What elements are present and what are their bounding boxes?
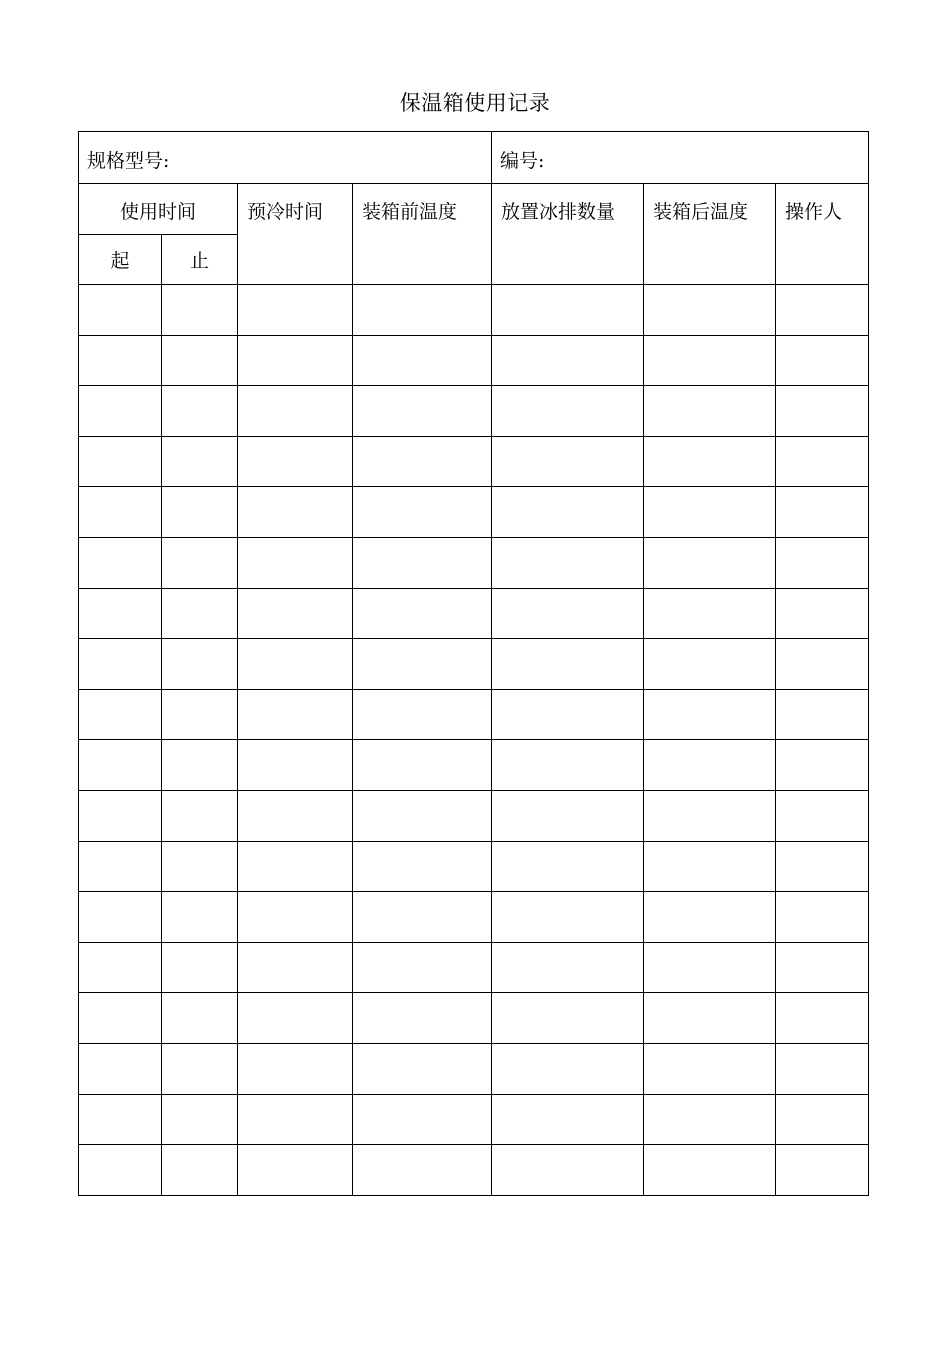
temp-after-cell[interactable] <box>644 386 776 437</box>
ice-count-cell[interactable] <box>492 386 644 437</box>
temp-before-cell[interactable] <box>353 588 492 639</box>
table-row <box>79 436 869 487</box>
temp-after-cell[interactable] <box>644 790 776 841</box>
precool-time-cell[interactable] <box>238 335 353 386</box>
temp-before-cell[interactable] <box>353 537 492 588</box>
temp-before-cell[interactable] <box>353 790 492 841</box>
operator-cell[interactable] <box>776 1043 869 1094</box>
temp-before-cell[interactable] <box>353 1094 492 1145</box>
operator-cell[interactable] <box>776 942 869 993</box>
end-cell[interactable] <box>162 892 238 943</box>
operator-header <box>776 184 869 285</box>
ice-count-cell[interactable] <box>492 689 644 740</box>
table-row <box>79 841 869 892</box>
ice-count-cell[interactable] <box>492 892 644 943</box>
end-cell[interactable] <box>162 1145 238 1196</box>
precool-time-cell[interactable] <box>238 386 353 437</box>
start-cell[interactable] <box>79 740 162 791</box>
start-cell[interactable] <box>79 588 162 639</box>
ice-count-header <box>492 184 644 285</box>
temp-before-cell[interactable] <box>353 335 492 386</box>
header-row <box>79 184 869 235</box>
precool-time-cell[interactable] <box>238 942 353 993</box>
start-cell[interactable] <box>79 285 162 336</box>
precool-time-cell[interactable] <box>238 639 353 690</box>
operator-cell[interactable] <box>776 790 869 841</box>
end-cell[interactable] <box>162 790 238 841</box>
start-cell[interactable] <box>79 993 162 1044</box>
precool-time-cell[interactable] <box>238 436 353 487</box>
ice-count-cell[interactable] <box>492 335 644 386</box>
operator-cell[interactable] <box>776 892 869 943</box>
operator-cell[interactable] <box>776 993 869 1044</box>
temp-before-cell[interactable] <box>353 841 492 892</box>
end-cell[interactable] <box>162 639 238 690</box>
temp-after-cell[interactable] <box>644 487 776 538</box>
temp-after-cell[interactable] <box>644 942 776 993</box>
temp-after-cell[interactable] <box>644 639 776 690</box>
usage-time-label: 使用时间 <box>119 201 196 223</box>
temp-after-cell[interactable] <box>644 993 776 1044</box>
precool-time-cell[interactable] <box>238 1094 353 1145</box>
end-cell[interactable] <box>162 285 238 336</box>
start-cell[interactable] <box>79 1043 162 1094</box>
end-cell[interactable] <box>162 335 238 386</box>
temp-before-label: 装箱前温度 <box>362 201 458 223</box>
start-cell[interactable] <box>79 1094 162 1145</box>
precool-time-cell[interactable] <box>238 892 353 943</box>
operator-cell[interactable] <box>776 588 869 639</box>
spec-row <box>79 132 869 184</box>
temp-after-cell[interactable] <box>644 892 776 943</box>
temp-after-cell[interactable] <box>644 740 776 791</box>
ice-count-cell[interactable] <box>492 1094 644 1145</box>
usage-record-table <box>78 131 869 1196</box>
start-cell[interactable] <box>79 639 162 690</box>
operator-cell[interactable] <box>776 487 869 538</box>
temp-before-cell[interactable] <box>353 386 492 437</box>
temp-after-label: 装箱后温度 <box>653 201 749 223</box>
temp-before-cell[interactable] <box>353 942 492 993</box>
table-row <box>79 588 869 639</box>
start-cell[interactable] <box>79 537 162 588</box>
table-row <box>79 689 869 740</box>
ice-count-cell[interactable] <box>492 285 644 336</box>
precool-time-cell[interactable] <box>238 1043 353 1094</box>
end-header <box>162 235 238 285</box>
ice-count-cell[interactable] <box>492 993 644 1044</box>
ice-count-cell[interactable] <box>492 487 644 538</box>
precool-time-label: 预冷时间 <box>247 201 324 223</box>
precool-time-cell[interactable] <box>238 588 353 639</box>
temp-after-cell[interactable] <box>644 537 776 588</box>
operator-cell[interactable] <box>776 537 869 588</box>
temp-before-cell[interactable] <box>353 436 492 487</box>
temp-before-cell[interactable] <box>353 487 492 538</box>
table-row <box>79 386 869 437</box>
table-row <box>79 740 869 791</box>
table-row <box>79 1043 869 1094</box>
temp-before-cell[interactable] <box>353 1043 492 1094</box>
table-row <box>79 537 869 588</box>
table-row <box>79 790 869 841</box>
ice-count-cell[interactable] <box>492 588 644 639</box>
ice-count-cell[interactable] <box>492 1145 644 1196</box>
precool-time-cell[interactable] <box>238 790 353 841</box>
ice-count-label: 放置冰排数量 <box>501 201 616 223</box>
precool-time-cell[interactable] <box>238 841 353 892</box>
end-cell[interactable] <box>162 942 238 993</box>
temp-before-cell[interactable] <box>353 993 492 1044</box>
temp-before-cell[interactable] <box>353 892 492 943</box>
temp-before-cell[interactable] <box>353 689 492 740</box>
temp-after-cell[interactable] <box>644 588 776 639</box>
end-cell[interactable] <box>162 588 238 639</box>
operator-cell[interactable] <box>776 1145 869 1196</box>
ice-count-cell[interactable] <box>492 841 644 892</box>
temp-after-cell[interactable] <box>644 841 776 892</box>
start-label: 起 <box>110 250 130 272</box>
table-row <box>79 639 869 690</box>
operator-cell[interactable] <box>776 285 869 336</box>
precool-time-cell[interactable] <box>238 487 353 538</box>
start-cell[interactable] <box>79 335 162 386</box>
operator-cell[interactable] <box>776 1094 869 1145</box>
ice-count-cell[interactable] <box>492 1043 644 1094</box>
start-cell[interactable] <box>79 487 162 538</box>
end-cell[interactable] <box>162 1043 238 1094</box>
ice-count-cell[interactable] <box>492 537 644 588</box>
end-cell[interactable] <box>162 841 238 892</box>
number-label: 编号: <box>500 150 545 172</box>
start-cell[interactable] <box>79 386 162 437</box>
table-row <box>79 1094 869 1145</box>
temp-before-cell[interactable] <box>353 639 492 690</box>
temp-before-cell[interactable] <box>353 285 492 336</box>
start-cell[interactable] <box>79 689 162 740</box>
operator-cell[interactable] <box>776 639 869 690</box>
end-label: 止 <box>189 250 209 272</box>
table-row <box>79 993 869 1044</box>
model-field[interactable] <box>79 132 492 184</box>
ice-count-cell[interactable] <box>492 942 644 993</box>
precool-time-cell[interactable] <box>238 285 353 336</box>
precool-time-header <box>238 184 353 285</box>
end-cell[interactable] <box>162 740 238 791</box>
temp-after-header <box>644 184 776 285</box>
ice-count-cell[interactable] <box>492 790 644 841</box>
temp-before-header <box>353 184 492 285</box>
model-label: 规格型号: <box>87 150 170 172</box>
precool-time-cell[interactable] <box>238 1145 353 1196</box>
ice-count-cell[interactable] <box>492 436 644 487</box>
precool-time-cell[interactable] <box>238 740 353 791</box>
temp-after-cell[interactable] <box>644 1043 776 1094</box>
end-cell[interactable] <box>162 1094 238 1145</box>
operator-cell[interactable] <box>776 436 869 487</box>
precool-time-cell[interactable] <box>238 993 353 1044</box>
table-row <box>79 487 869 538</box>
number-field[interactable] <box>492 132 869 184</box>
start-cell[interactable] <box>79 841 162 892</box>
precool-time-cell[interactable] <box>238 537 353 588</box>
table-row <box>79 285 869 336</box>
temp-after-cell[interactable] <box>644 1094 776 1145</box>
start-cell[interactable] <box>79 892 162 943</box>
table-row <box>79 1145 869 1196</box>
start-cell[interactable] <box>79 1145 162 1196</box>
ice-count-cell[interactable] <box>492 639 644 690</box>
end-cell[interactable] <box>162 386 238 437</box>
operator-cell[interactable] <box>776 740 869 791</box>
end-cell[interactable] <box>162 537 238 588</box>
temp-after-cell[interactable] <box>644 689 776 740</box>
end-cell[interactable] <box>162 993 238 1044</box>
operator-cell[interactable] <box>776 841 869 892</box>
temp-after-cell[interactable] <box>644 1145 776 1196</box>
table-row <box>79 942 869 993</box>
operator-label: 操作人 <box>785 201 843 223</box>
end-cell[interactable] <box>162 689 238 740</box>
usage-time-header <box>79 184 238 235</box>
temp-before-cell[interactable] <box>353 1145 492 1196</box>
temp-after-cell[interactable] <box>644 436 776 487</box>
temp-after-cell[interactable] <box>644 335 776 386</box>
temp-before-cell[interactable] <box>353 740 492 791</box>
ice-count-cell[interactable] <box>492 740 644 791</box>
end-cell[interactable] <box>162 487 238 538</box>
temp-after-cell[interactable] <box>644 285 776 336</box>
operator-cell[interactable] <box>776 386 869 437</box>
operator-cell[interactable] <box>776 689 869 740</box>
start-cell[interactable] <box>79 436 162 487</box>
table-row <box>79 335 869 386</box>
end-cell[interactable] <box>162 436 238 487</box>
start-cell[interactable] <box>79 790 162 841</box>
table-row <box>79 892 869 943</box>
precool-time-cell[interactable] <box>238 689 353 740</box>
page-title: 保温箱使用记录 <box>399 91 551 115</box>
operator-cell[interactable] <box>776 335 869 386</box>
start-cell[interactable] <box>79 942 162 993</box>
start-header <box>79 235 162 285</box>
